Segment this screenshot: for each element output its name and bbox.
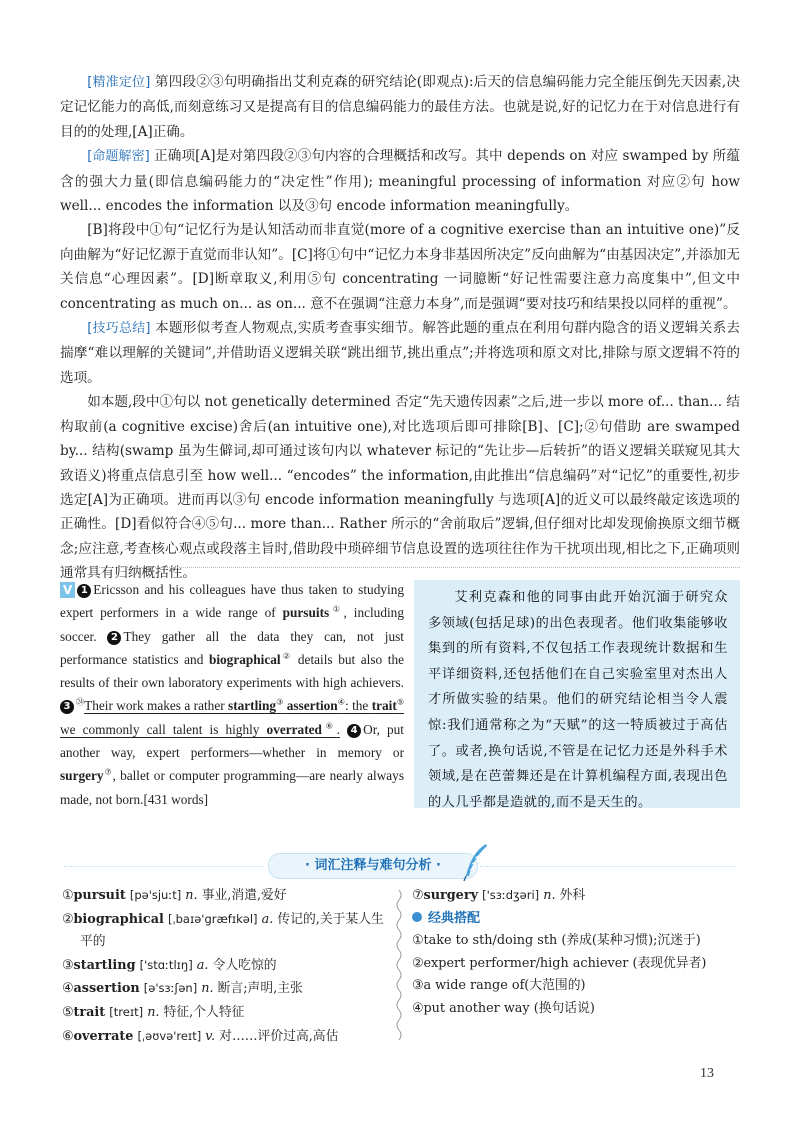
tag-precise-location: [精准定位] <box>87 75 151 90</box>
vocab-item: ⑥overrate [ˌəʊvə'reɪt] v. 对……评价过高,高估 <box>62 1028 339 1044</box>
vocab-word: pursuits <box>282 605 330 621</box>
vocab-item: ②biographical [ˌbaɪə'græfɪkəl] a. 传记的,关于某人生 <box>62 911 384 927</box>
vocab-item: ③startling ['stɑːtlɪŋ] a. 令人吃惊的 <box>62 957 277 973</box>
wavy-divider <box>394 890 404 1040</box>
bullet-dot-icon <box>412 912 422 922</box>
sentence-number: 2 <box>107 631 121 645</box>
analysis-paragraph-2: [命题解密] 正确项[A]是对第四段②③句内容的合理概括和改写。其中 depends on 对应 swamped by 所蕴含的强大力量(即信息编码能力的“决定性”作用); meaningful processing of information 对应②句 how well... encodes the information 以及③句 encode information meaningfully。 <box>60 148 740 215</box>
header-dotted-line-right <box>480 866 736 867</box>
vocab-item: ①pursuit [pə'sjuːt] n. 事业,消遣,爱好 <box>62 888 287 903</box>
vocab-word: surgery <box>423 888 479 903</box>
vocab-word: biographical <box>208 651 281 667</box>
vocab-word: trait <box>371 698 397 714</box>
collocation-item: ②expert performer/high achiever (表现优异者) <box>412 955 707 971</box>
vocab-list-right <box>412 884 742 1021</box>
vocab-word: startling <box>73 957 136 973</box>
difficult-sentence: Their work makes a rather startling③ assertion④: the trait⑤ we commonly call talent is highly overrated⑥. <box>60 698 405 737</box>
vocab-list-left <box>62 884 392 1048</box>
vocab-word: pursuit <box>73 888 126 903</box>
vocab-word: trait <box>73 1004 106 1020</box>
analysis-paragraph-3: [B]将段中①句“记忆行为是认知活动而非直觉(more of a cognitive exercise than an intuitive one)”反向曲解为“好记忆源于直觉而非认知”。[C]将①句中“记忆力本身非基因所决定”反向曲解为“由基因决定”,并添加无关信息“心理因素”。[D]断章取义,利用⑤句 concentrating 一词臆断“好记性需要注意力高度集中”,但文中 concentrating as much on... as on... 意不在强调“注意力本身”,而是强调“要对技巧和结果投以同样的重视”。 <box>60 222 740 312</box>
tag-skill-summary: [技巧总结] <box>87 321 151 337</box>
section-divider <box>60 567 740 568</box>
collocation-list <box>412 930 742 1020</box>
analysis-section <box>60 70 740 586</box>
vocab-word: overrate <box>73 1028 134 1044</box>
quill-pen-icon <box>460 842 490 882</box>
vocab-word: assertion <box>286 698 338 714</box>
vocab-word: assertion <box>73 981 140 997</box>
tag-question-decode: [命题解密] <box>87 149 150 165</box>
analysis-paragraph-4: [技巧总结] 本题形似考查人物观点,实质考查事实细节。解答此题的重点在利用句群内隐含的语义逻辑关系去揣摩“难以理解的关键词”,并借助语义逻辑关联“跳出细节,挑出重点”;并将选项和原文对比,排除与原文逻辑不符的选项。 <box>60 320 740 386</box>
vocab-item-continuation: 平的 <box>80 934 106 950</box>
vocab-item: ⑤trait [treɪt] n. 特征,个人特征 <box>62 1004 245 1020</box>
analysis-paragraph-1: [精准定位] 第四段②③句明确指出艾利克森的研究结论(即观点):后天的信息编码能力完全能压倒先天因素,决定记忆能力的高低,而刻意练习又是提高有目的信息编码能力的最佳方法。也就是说,好的记忆力在于对信息进行有目的的处理,[A]正确。 <box>60 74 740 140</box>
vocab-item: ⑦surgery ['sɜːdʒəri] n. 外科 <box>412 888 586 903</box>
sentence-number: 3 <box>60 700 74 714</box>
vocab-section-header: · 词汇注释与难句分析 · <box>268 853 478 879</box>
header-dotted-line-left <box>64 866 264 867</box>
collocation-item: ①take to sth/doing sth (养成(某种习惯);沉迷于) <box>412 933 701 949</box>
classic-collocation-title: 经典搭配 <box>412 908 742 931</box>
vocab-word: biographical <box>73 911 164 927</box>
page-number: 13 <box>700 1066 714 1081</box>
vocab-word: startling <box>228 698 277 714</box>
sentence-number: 4 <box>347 724 361 738</box>
collocation-item: ④put another way (换句话说) <box>412 1000 595 1016</box>
collocation-item: ③a wide range of(大范围的) <box>412 978 586 994</box>
vocab-item: ④assertion [ə'sɜːʃən] n. 断言;声明,主张 <box>62 981 303 997</box>
vocab-word: surgery <box>60 768 104 784</box>
vocab-word: overrated <box>266 721 322 737</box>
passage-text: V 1 Ericsson and his colleagues have thus taken to studying expert performers in a wide range of pursuits①, including soccer. 2 They gather all the data they can, not just performance statistics and biographical② details but also the results of their own laboratory experiments with high achievers. 3 $^㉔$Their work makes a rather startling③ assertion④: the trait⑤ we commonly call talent is highly overrated⑥. 4 Or, put another way, expert performers—whether in memory or surgery⑦, ballet or computer programming—are nearly always made, not born.[431 words] <box>60 582 405 807</box>
word-count: [431 words] <box>143 791 209 807</box>
passage-section <box>60 578 740 810</box>
analysis-paragraph-5: 如本题,段中①句以 not genetically determined 否定“先天遗传因素”之后,进一步以 more of... than... 结构取前(a cognitive excise)舍后(an intuitive one),对比选项后即可排除[B]、[C];②句借助 are swamped by... 结构(swamp 虽为生僻词,却可通过该句内以 whatever 标记的“先让步—后转折”的语义逻辑关联窥见其大致语义)将重点信息引至 how well... “encodes” the information,由此推出“信息编码”对“记忆”的重要性,初步选定[A]为正确项。进而再以③句 encode information meaningfully 与选项[A]的近义可以最终敲定该选项的正确性。[D]看似符合④⑤句... more than... Rather 所示的“舍前取后”逻辑,但仔细对比却发现偷换原文细节概念;应注意,考查核心观点或段落主旨时,借助段中琐碎细节信息设置的选项往往作为干扰项出现,相比之下,正确项则通常具有归纳概括性。 <box>60 394 740 582</box>
sentence-number: 1 <box>77 584 91 598</box>
translation-box: 艾利克森和他的同事由此开始沉湎于研究众多领域(包括足球)的出色表现者。他们收集能够收集到的所有资料,不仅包括工作表现统计数据和生平详细资料,还包括他们在自己实验室里对杰出人才所做实验的结果。他们的研究结论相当令人震惊:我们通常称之为“天赋”的这一特质被过于高估了。或者,换句话说,不管是在记忆力还是外科手术领域,是在芭蕾舞还是在计算机编程方面,表现出色的人几乎都是造就的,而不是天生的。 <box>414 580 740 808</box>
paragraph-label: V <box>60 582 75 598</box>
